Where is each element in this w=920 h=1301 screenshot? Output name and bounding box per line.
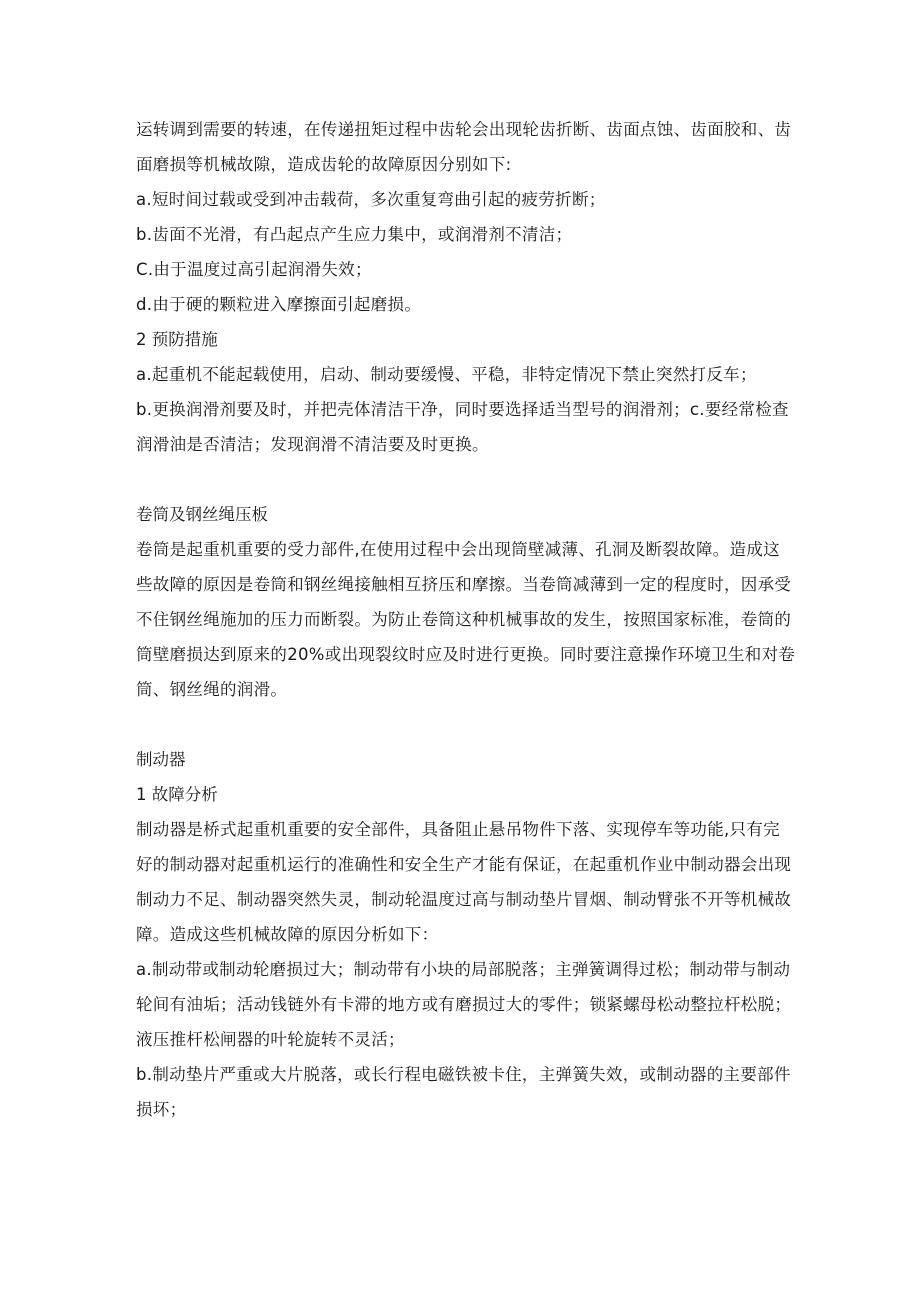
list-item: d.由于硬的颗粒进入摩擦面引起磨损。 xyxy=(136,295,422,314)
section-heading: 2 预防措施 xyxy=(136,330,218,349)
document-page xyxy=(136,112,796,1127)
list-item: b.制动垫片严重或大片脱落，或长行程电磁铁被卡住，主弹簧失效，或制动器的主要部件损坏； xyxy=(136,1065,791,1119)
list-item: a.短时间过载或受到冲击载荷，多次重复弯曲引起的疲劳折断； xyxy=(136,190,606,209)
section-title: 卷筒及钢丝绳压板 xyxy=(136,505,268,524)
section-title: 制动器 xyxy=(136,750,186,769)
list-item: b.齿面不光滑，有凸起点产生应力集中，或润滑剂不清洁； xyxy=(136,225,573,244)
list-item: b.更换润滑剂要及时，并把壳体清洁干净，同时要选择适当型号的润滑剂；c.要经常检查润滑油是否清洁；发现润滑不清洁要及时更换。 xyxy=(136,400,789,454)
spacer xyxy=(136,707,796,742)
list-item: a.制动带或制动轮磨损过大；制动带有小块的局部脱落；主弹簧调得过松；制动带与制动轮间有油垢；活动钱链外有卡滞的地方或有磨损过大的零件；锁紧螺母松动整拉杆松脱；液压推杆松闸器的叶轮旋转不灵活； xyxy=(136,960,792,1049)
spacer xyxy=(136,462,796,497)
list-item: a.起重机不能起载使用，启动、制动要缓慢、平稳，非特定情况下禁止突然打反车； xyxy=(136,365,757,384)
paragraph: 卷筒是起重机重要的受力部件,在使用过程中会出现筒壁减薄、孔洞及断裂故障。造成这些故障的原因是卷筒和钢丝绳接触相互挤压和摩擦。当卷筒减薄到一定的程度时，因承受不住钢丝绳施加的压力而断裂。为防止卷筒这种机械事故的发生，按照国家标准，卷筒的筒壁磨损达到原来的20%或出现裂纹时应及时进行更换。同时要注意操作环境卫生和对卷筒、钢丝绳的润滑。 xyxy=(136,540,796,699)
list-item: C.由于温度过高引起润滑失效； xyxy=(136,260,372,279)
section-subtitle: 1 故障分析 xyxy=(136,785,218,804)
paragraph: 运转调到需要的转速，在传递扭矩过程中齿轮会出现轮齿折断、齿面点蚀、齿面胶和、齿面磨损等机械故隙，造成齿轮的故障原因分别如下: xyxy=(136,120,792,174)
paragraph: 制动器是桥式起重机重要的安全部件，具备阻止悬吊物件下落、实现停车等功能,只有完好的制动器对起重机运行的准确性和安全生产才能有保证，在起重机作业中制动器会出现制动力不足、制动器突然失灵，制动轮温度过高与制动垫片冒烟、制动臂张不开等机械故障。造成这些机械故障的原因分析如下： xyxy=(136,820,792,944)
